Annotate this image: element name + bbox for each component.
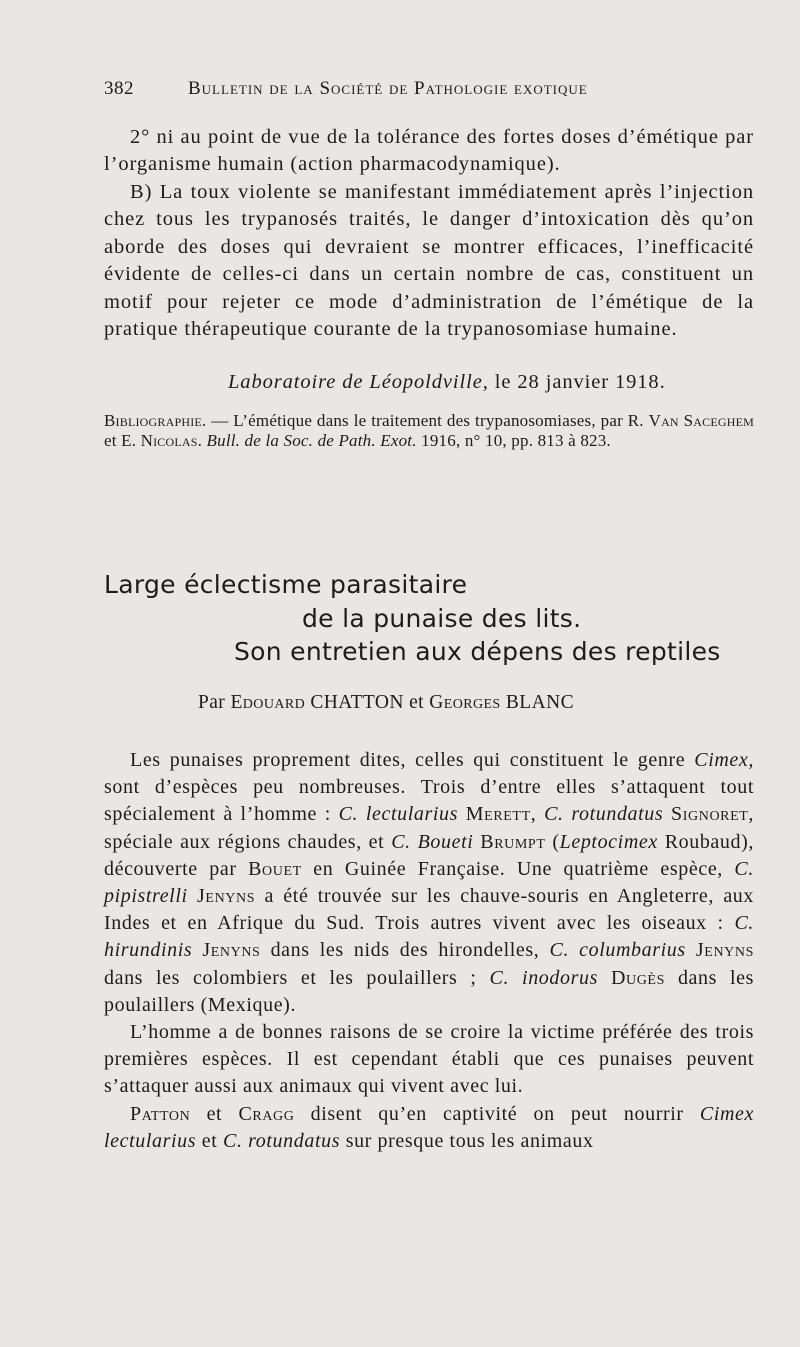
body-paragraph-1: Les punaises proprement dites, celles qui constituent le genre Cimex, sont d’espèces peu nombreuses. Trois d’entre elles s’attaquent tout spécialement à l’homme : C. lectularius Merett, C. rotundatus Signoret, spéciale aux régions chaudes, et C. Boueti Brumpt (Leptocimex Roubaud), découverte par Bouet en Guinée Française. Une quatrième espèce, C. pipistrelli Jenyns a été trouvée sur les chauve-souris en Angleterre, aux Indes et en Afrique du Sud. Trois autres vivent avec les oiseaux : C. hirundinis Jenyns dans les nids des hirondelles, C. columbarius Jenyns dans les colombiers et les poulaillers ; C. inodorus Dugès dans les poulaillers (Mexique).	[104, 749, 755, 1016]
species-c-rotundatus: C. rotundatus	[223, 1129, 341, 1152]
author-1-last-name: CHATTON	[310, 692, 404, 713]
genus-leptocimex: Leptocimex	[559, 830, 658, 853]
author-merett: Merett,	[465, 803, 537, 826]
prev-article-para-1	[104, 124, 754, 179]
p1-text-5: en Guinée Française. Une quatrième espèce,	[313, 857, 723, 880]
p3-et-2: et	[201, 1129, 218, 1152]
species-rotundatus: C. rotundatus	[544, 803, 664, 826]
prev-article-para-2	[104, 179, 754, 343]
bibliography-dash: —	[211, 411, 229, 430]
author-brumpt: Brumpt	[480, 830, 546, 853]
bibliography-author-1: Van Saceghem	[648, 411, 755, 430]
genus-cimex: Cimex,	[694, 749, 754, 771]
author-1-first-name: Edouard	[230, 692, 306, 713]
author-jenyns-3: Jenyns	[695, 939, 754, 962]
author-cragg: Cragg	[238, 1102, 295, 1125]
journal-title: Bulletin de la Société de Pathologie exotique	[188, 78, 588, 99]
species-inodorus: C. inodorus	[489, 966, 598, 989]
prev-article-text-2: B) La toux violente se manifestant immédiatement après l’injection chez tous les trypanosés traités, le danger d’intoxication dès qu’on aborde des doses qui devraient se montrer efficaces, l’inefficacité évidente de celles-ci dans un certain nombre de cas, constituent un motif pour rejeter ce mode d’administration de l’émétique de la pratique thérapeutique courante de la trypanosomiase humaine.	[104, 181, 754, 341]
article-title-line-2: de la punaise des lits.	[302, 604, 582, 633]
p3-text-2: sur presque tous les animaux	[345, 1129, 594, 1152]
byline-par: Par	[198, 692, 226, 713]
author-bouet: Bouet	[248, 857, 302, 880]
bibliography-label: Bibliographie.	[104, 411, 207, 430]
p1-text-1: Les punaises proprement dites, celles qui constituent le genre	[130, 749, 686, 771]
author-jenyns-2: Jenyns	[202, 939, 261, 962]
author-patton: Patton	[130, 1102, 191, 1125]
p3-et: et	[206, 1102, 223, 1125]
author-jenyns-1: Jenyns	[197, 885, 256, 908]
p1-text-7: dans les nids des hirondelles,	[270, 939, 540, 962]
article-title-line-3: Son entretien aux dépens des reptiles	[234, 637, 721, 666]
article-byline	[198, 692, 574, 714]
prev-article-signature	[104, 369, 754, 396]
author-signoret: Signoret,	[671, 803, 755, 826]
species-boueti: C. Boueti	[391, 830, 474, 853]
article-title-line-1: Large éclectisme parasitaire	[104, 570, 468, 599]
p3-text-1: disent qu’en captivité on peut nourrir	[310, 1102, 684, 1125]
bibliography-text: L’émétique dans le traitement des trypanosomiases, par R.	[233, 411, 644, 430]
p1-text-4: découverte par	[104, 857, 237, 880]
author-roubaud: Roubaud),	[664, 830, 754, 853]
species-lectularius: C. lectularius	[338, 803, 459, 826]
prev-article-text-1: 2° ni au point de vue de la tolérance des fortes doses d’émétique par l’organisme humain (action pharmacodynamique).	[104, 126, 754, 176]
p1-text-8: dans les colombiers et les poulaillers ;	[104, 966, 477, 989]
bibliography-journal: Bull. de la Soc. de Path. Exot.	[206, 431, 417, 450]
article-body	[104, 747, 754, 1155]
bibliography	[104, 411, 754, 451]
p1-text-3: spéciale aux régions chaudes, et	[104, 830, 385, 853]
page-number: 382	[104, 78, 134, 99]
signature-place: Laboratoire de Léopoldville,	[228, 371, 489, 393]
bibliography-and: et E.	[104, 431, 137, 450]
body-paragraph-2: L’homme a de bonnes raisons de se croire la victime préférée des trois premières espèces. Il est cependant établi que ces punaises peuvent s’attaquer aussi aux animaux qui vivent avec lui.	[104, 1021, 754, 1098]
p1-text-2: sont d’espèces peu nombreuses. Trois d’entre elles s’attaquent tout spécialement à l’homme :	[104, 776, 754, 826]
species-pipistrelli: C. pipistrelli	[104, 857, 754, 908]
bibliography-reference: 1916, n° 10, pp. 813 à 823.	[421, 431, 611, 450]
signature-date: le 28 janvier 1918.	[494, 371, 666, 393]
bibliography-author-2: Nicolas.	[140, 431, 203, 450]
author-duges: Dugès	[610, 966, 665, 989]
p1-text-9: dans les poulaillers (Mexique).	[104, 966, 754, 1016]
species-columbarius: C. columbarius	[549, 939, 686, 962]
body-paragraph-3	[104, 1101, 754, 1155]
species-hirundinis: C. hirundinis	[104, 912, 755, 962]
author-2-first-name: Georges	[429, 692, 501, 713]
species-cimex-lectularius: Cimex lectularius	[104, 1102, 754, 1152]
byline-et: et	[409, 692, 424, 713]
author-2-last-name: BLANC	[505, 692, 574, 713]
p1-text-6: a été trouvée sur les chauve-souris en Angleterre, aux Indes et en Afrique du Sud. Trois autres vivent avec les oiseaux :	[104, 885, 755, 935]
